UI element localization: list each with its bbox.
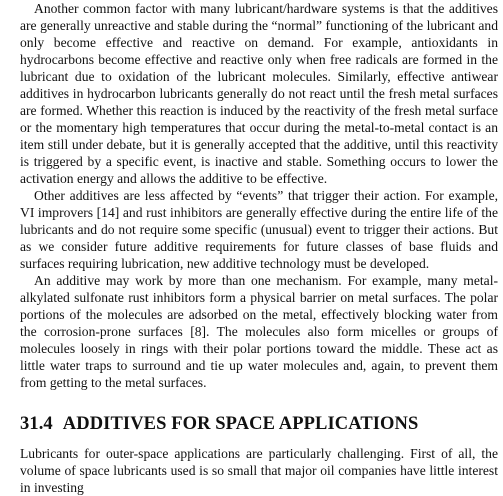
section-number: 31.4 [20, 414, 53, 434]
section-heading [20, 413, 498, 435]
body-paragraph-2: Other additives are less affected by “events” that trigger their action. For example, VI improvers [14] and rust inhibitors are generally effective during the entire life of the lubricants and do not require some specific (unusual) event to trigger their actions. But as we consider future additive requirements for future classes of base fluids and surfaces requiring lubrication, new additive technology must be developed. [20, 188, 498, 271]
body-paragraph-3: An additive may work by more than one mechanism. For example, many metal-alkylated sulfonate rust inhibitors form a physical barrier on metal surfaces. The polar portions of the molecules are adsorbed on the metal, effectively blocking water from the corrosion-prone surfaces [8]. The molecules also form micelles or groups of molecules loosely in rings with their polar portions toward the middle. These act as little water traps to surround and tie up water molecules and, again, to prevent them from getting to the metal surfaces. [20, 273, 498, 390]
section-title: ADDITIVES FOR SPACE APPLICATIONS [62, 414, 419, 434]
document-page [20, 0, 498, 496]
section-paragraph: Lubricants for outer-space applications are particularly challenging. First of all, the volume of space lubricants used is so small that major oil companies have little interest in investing [20, 446, 498, 495]
body-paragraph-1: Another common factor with many lubricant/hardware systems is that the additives are generally unreactive and stable during the “normal” functioning of the lubricant and only become effective and reactive on demand. For example, antioxidants in hydrocarbons become effective and reactive only when free radicals are formed in the lubricant due to oxidation of the lubricant molecules. Similarly, effective antiwear additives in hydrocarbon lubricants generally do not react until the fresh metal surfaces are formed. Whether this reaction is induced by the reactivity of the fresh metal surface or the momentary high temperatures that occur during the metal-to-metal contact is an item still under debate, but it is generally accepted that the additive, until this reactivity is triggered by a specific event, is inactive and stable. Something occurs to lower the activation energy and allows the additive to be effective. [20, 1, 498, 186]
